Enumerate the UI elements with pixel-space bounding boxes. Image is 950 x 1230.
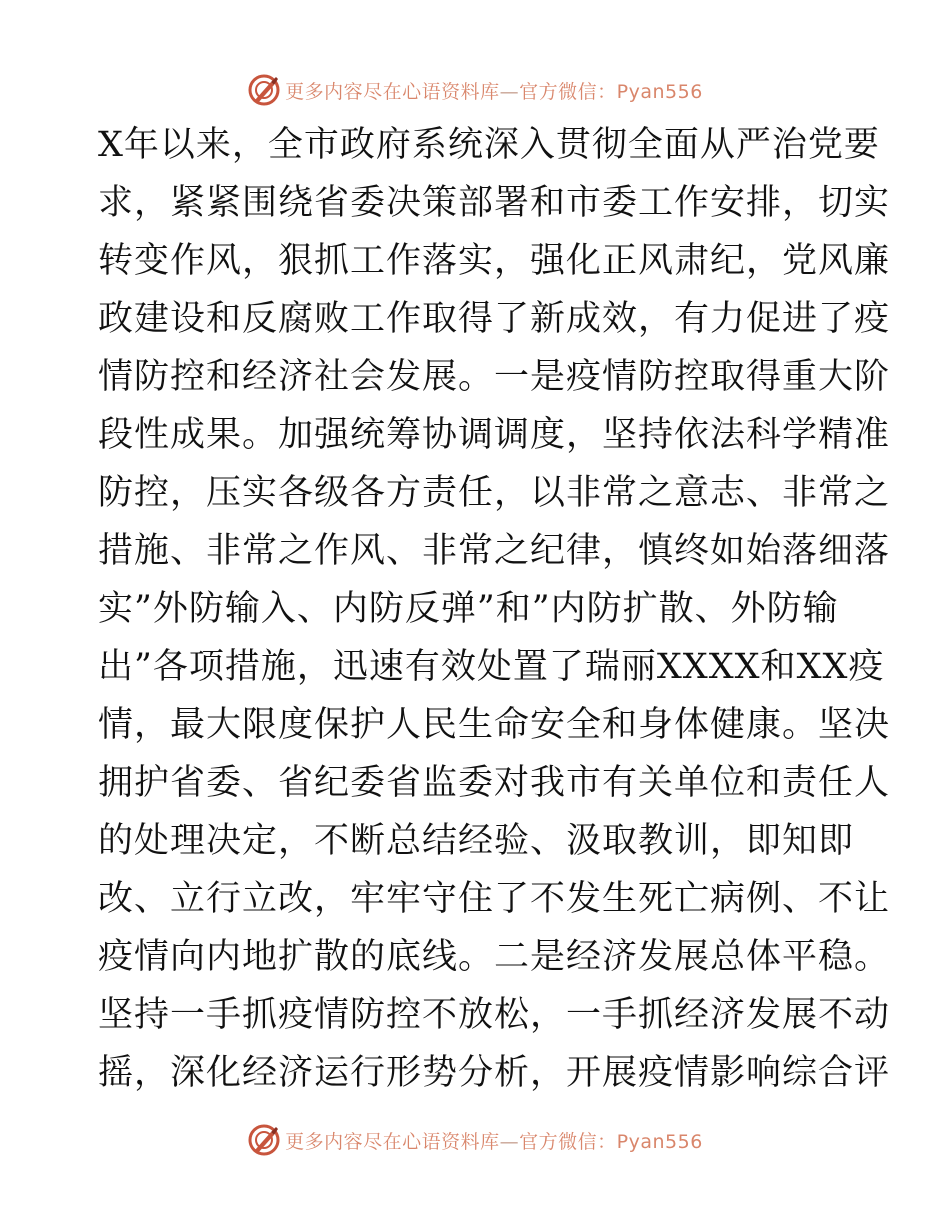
pen-logo-icon <box>247 73 281 107</box>
text-line: 疫情向内地扩散的底线。二是经济发展总体平稳。 <box>98 937 891 977</box>
text-line: 的处理决定，不断总结经验、汲取教训，即知即 <box>98 821 855 861</box>
text-line: 转变作风，狠抓工作落实，强化正风肃纪，党风廉 <box>98 241 891 281</box>
pen-logo-icon <box>247 1123 281 1157</box>
footer-watermark <box>0 1120 950 1160</box>
text-line: 改、立行立改，牢牢守住了不发生死亡病例、不让 <box>98 879 891 919</box>
text-line: X年以来，全市政府系统深入贯彻全面从严治党要 <box>98 125 880 165</box>
text-line: 段性成果。加强统筹协调调度，坚持依法科学精准 <box>98 415 891 455</box>
text-line: 拥护省委、省纪委省监委对我市有关单位和责任人 <box>98 763 891 803</box>
header-watermark <box>0 70 950 110</box>
text-line: 出”各项措施，迅速有效处置了瑞丽XXXX和XX疫 <box>98 647 885 687</box>
text-line: 政建设和反腐败工作取得了新成效，有力促进了疫 <box>98 299 891 339</box>
text-line: 情防控和经济社会发展。一是疫情防控取得重大阶 <box>98 357 891 397</box>
text-line: 防控，压实各级各方责任，以非常之意志、非常之 <box>98 473 891 513</box>
watermark-text: 更多内容尽在心语资料库—官方微信：Pyan556 <box>285 1130 703 1153</box>
text-line: 坚持一手抓疫情防控不放松，一手抓经济发展不动 <box>98 995 891 1035</box>
document-body <box>98 116 891 1102</box>
text-line: 求，紧紧围绕省委决策部署和市委工作安排，切实 <box>98 183 891 223</box>
text-line: 摇，深化经济运行形势分析，开展疫情影响综合评 <box>98 1053 891 1093</box>
text-line: 措施、非常之作风、非常之纪律，慎终如始落细落 <box>98 531 891 571</box>
text-line: 情，最大限度保护人民生命安全和身体健康。坚决 <box>98 705 891 745</box>
text-line: 实”外防输入、内防反弹”和”内防扩散、外防输 <box>98 589 839 629</box>
watermark-text: 更多内容尽在心语资料库—官方微信：Pyan556 <box>285 80 703 103</box>
